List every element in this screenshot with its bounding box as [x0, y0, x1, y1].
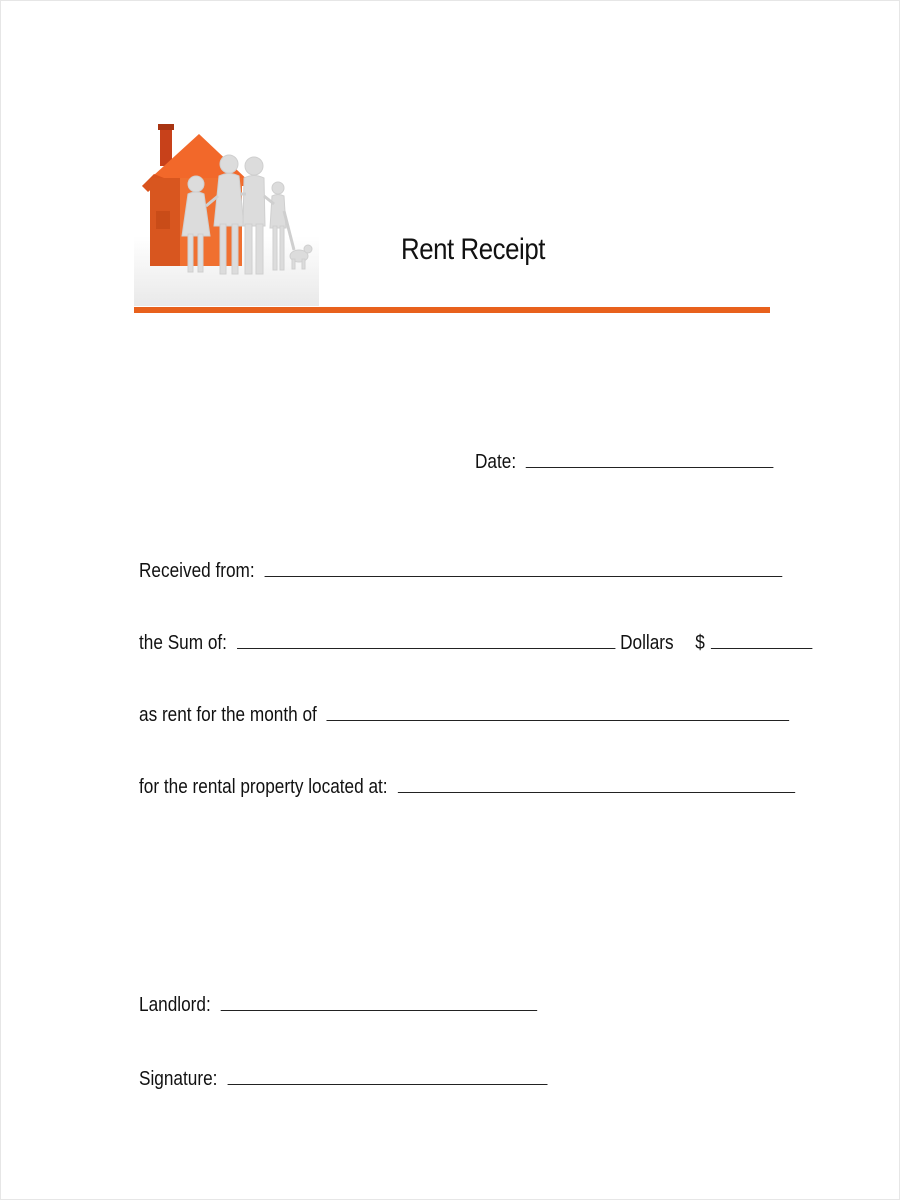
document-title: Rent Receipt [401, 233, 545, 266]
header-divider [134, 307, 770, 313]
landlord-field[interactable] [221, 990, 537, 1011]
received-from-field[interactable] [265, 556, 783, 577]
received-from-row [139, 556, 782, 583]
month-label: as rent for the month of [139, 704, 317, 726]
signature-row [139, 1064, 547, 1091]
property-label: for the rental property located at: [139, 776, 388, 798]
date-field[interactable] [526, 447, 774, 468]
sum-row [139, 628, 813, 655]
sum-amount-field[interactable] [711, 628, 812, 649]
house-family-icon [134, 116, 319, 306]
property-row [139, 772, 795, 799]
date-row [475, 447, 774, 474]
landlord-row [139, 990, 537, 1017]
property-field[interactable] [398, 772, 795, 793]
dollars-label: Dollars [620, 632, 674, 654]
sum-words-field[interactable] [237, 628, 615, 649]
month-field[interactable] [327, 700, 790, 721]
landlord-label: Landlord: [139, 994, 211, 1016]
sum-label: the Sum of: [139, 632, 227, 654]
received-from-label: Received from: [139, 560, 255, 582]
month-row [139, 700, 789, 727]
date-label: Date: [475, 451, 517, 473]
signature-label: Signature: [139, 1068, 218, 1090]
signature-field[interactable] [227, 1064, 547, 1085]
currency-symbol: $ [695, 632, 705, 654]
